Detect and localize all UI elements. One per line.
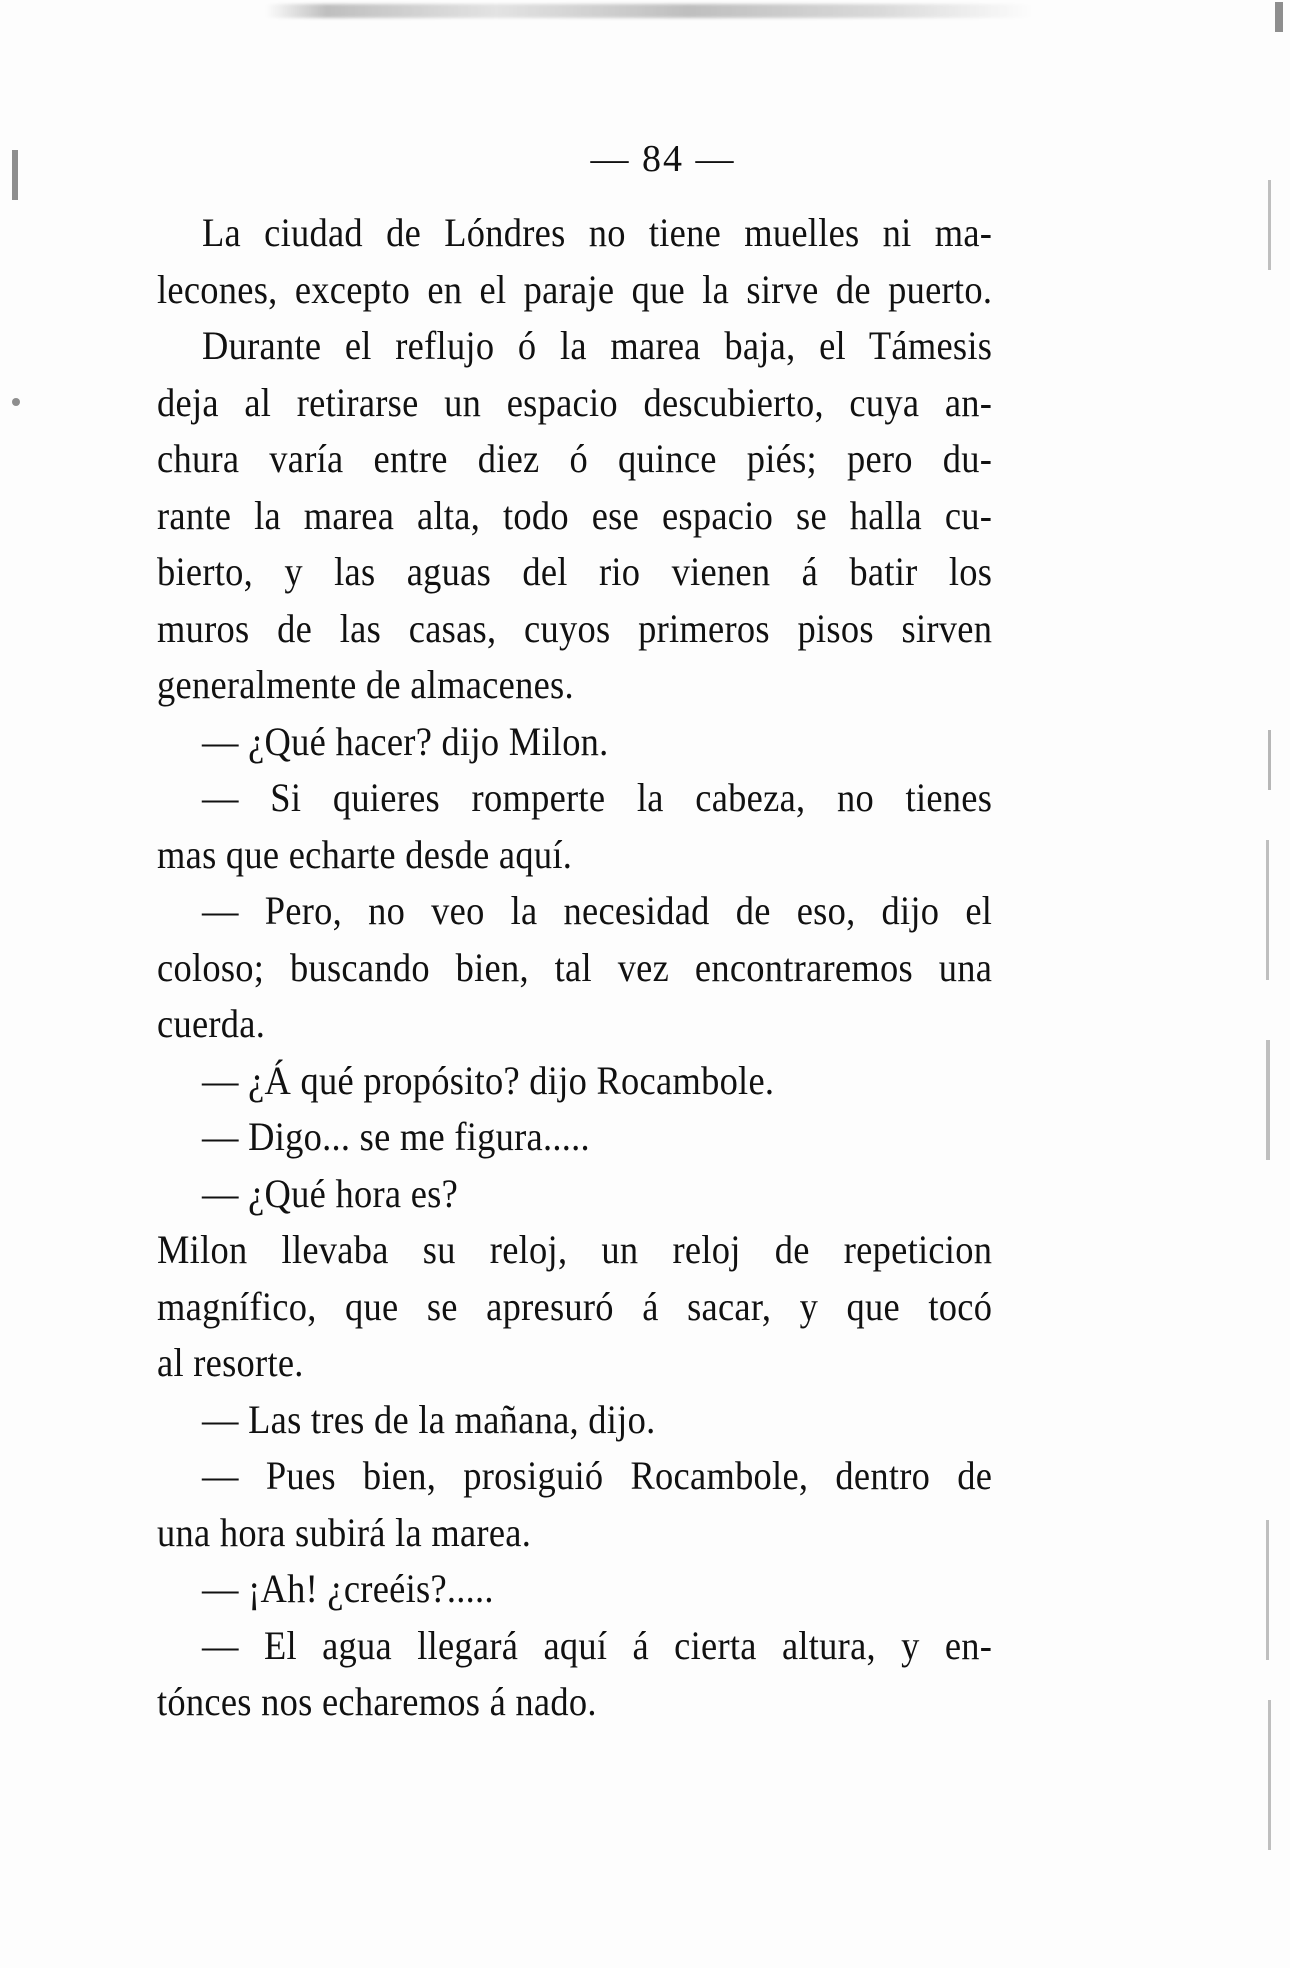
- scan-edge-mark: [1275, 2, 1283, 32]
- scan-edge-mark: [1268, 730, 1271, 790]
- scan-edge-mark: [1266, 840, 1269, 980]
- scan-edge-mark: [1268, 1700, 1271, 1850]
- text-line: — Si quieres romperte la cabeza, no tienes: [202, 775, 993, 820]
- text-line: mas que echarte desde aquí.: [157, 831, 573, 877]
- text-line: al resorte.: [157, 1340, 304, 1385]
- text-line: rante la marea alta, todo ese espacio se halla cu-: [157, 492, 993, 538]
- text-line: — Pero, no veo la necesidad de eso, dijo el: [202, 888, 993, 933]
- text-line: — Las tres de la mañana, dijo.: [202, 1396, 656, 1442]
- text-line: bierto, y las aguas del rio vienen á batir los: [157, 549, 993, 594]
- text-line: tónces nos echaremos á nado.: [157, 1679, 597, 1724]
- text-line: — ¿Qué hora es?: [202, 1170, 459, 1216]
- text-line: coloso; buscando bien, tal vez encontraremos una: [157, 944, 993, 990]
- scan-edge-mark: [1266, 1520, 1269, 1660]
- text-line: generalmente de almacenes.: [157, 662, 574, 707]
- text-line: cuerda.: [157, 1001, 266, 1046]
- body-text: [157, 205, 992, 1731]
- page-number: — 84 —: [590, 138, 736, 180]
- text-line: deja al retirarse un espacio descubierto, cuya an-: [157, 379, 993, 425]
- text-line: chura varía entre diez ó quince piés; pero du-: [157, 436, 993, 481]
- text-line: una hora subirá la marea.: [157, 1509, 532, 1555]
- text-line: — ¿Qué hacer? dijo Milon.: [202, 718, 609, 764]
- text-line: Durante el reflujo ó la marea baja, el Támesis: [202, 323, 993, 368]
- text-line: — Digo... se me figura.....: [202, 1114, 590, 1159]
- scan-edge-mark: [12, 398, 20, 406]
- scan-edge-mark: [1266, 1040, 1270, 1160]
- text-line: Milon llevaba su reloj, un reloj de repeticion: [157, 1227, 993, 1272]
- scan-edge-smudge: [265, 4, 1035, 18]
- text-line: — El agua llegará aquí á cierta altura, y en-: [202, 1622, 993, 1668]
- text-line: — ¿Á qué propósito? dijo Rocambole.: [202, 1057, 775, 1103]
- text-line: muros de las casas, cuyos primeros pisos sirven: [157, 605, 993, 651]
- text-line: — Pues bien, prosiguió Rocambole, dentro de: [202, 1453, 993, 1498]
- text-line: lecones, excepto en el paraje que la sirve de puerto.: [157, 266, 993, 312]
- scan-edge-mark: [1268, 180, 1271, 270]
- text-line: magnífico, que se apresuró á sacar, y que tocó: [157, 1283, 993, 1329]
- text-line: — ¡Ah! ¿creéis?.....: [202, 1566, 494, 1611]
- text-line: La ciudad de Lóndres no tiene muelles ni ma-: [202, 210, 993, 255]
